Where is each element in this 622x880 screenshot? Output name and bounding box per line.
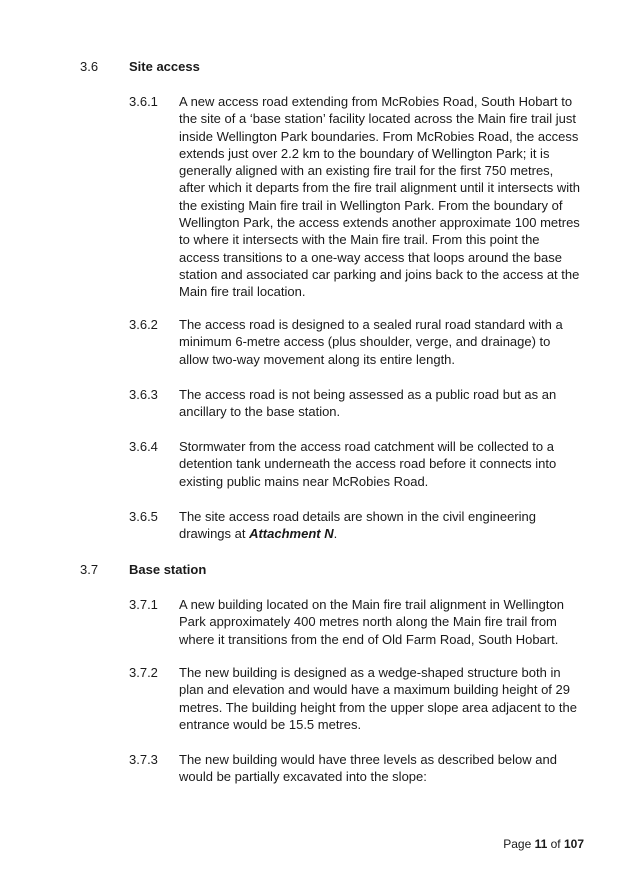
paragraph-number: 3.6.3 (129, 387, 158, 402)
paragraph-3-7-2 (129, 664, 581, 733)
paragraph-text: The new building would have three levels as described below and would be partially excavated into the slope: (179, 752, 557, 785)
section-number: 3.7 (80, 562, 99, 577)
paragraph-text: A new access road extending from McRobies Road, South Hobart to the site of a ‘base station’ facility located across the Main fire trail just inside Wellington Park boundaries. From McRobies Road, the access extends just over 2.2 km to the boundary of Wellington Park; it is generally aligned with an existing fire trail for the first 750 metres, after which it departs from the fire trail alignment until it intersects with the existing Main fire trail in Wellington Park. From the boundary of Wellington Park, the access extends another approximate 100 metres to where it intersects with the Main fire trail. From this point the access transitions to a one-way access that loops around the base station and associated car parking and joins back to the access at the Main fire trail location. (179, 94, 580, 300)
attachment-reference: Attachment N (249, 526, 334, 542)
paragraph-text-trail: . (333, 526, 338, 542)
paragraph-number: 3.6.2 (129, 317, 158, 332)
paragraph-number: 3.7.1 (129, 597, 158, 612)
paragraph-3-6-2 (129, 316, 581, 368)
paragraph-text (179, 508, 581, 543)
paragraph-number: 3.6.1 (129, 94, 158, 109)
page-label: Page (503, 837, 535, 851)
paragraph-text-lead: The site access road details are shown in the civil engineering drawings at (179, 509, 536, 542)
paragraph-number: 3.6.4 (129, 439, 158, 454)
paragraph-3-7-3 (129, 751, 581, 786)
paragraph-3-7-1 (129, 596, 581, 648)
section-number: 3.6 (80, 59, 99, 74)
section-title: Site access (129, 59, 200, 74)
paragraph-text: Stormwater from the access road catchment will be collected to a detention tank underneath the access road before it connects into existing public mains near McRobies Road. (179, 439, 557, 489)
page-footer (503, 836, 584, 852)
paragraph-text: The access road is designed to a sealed rural road standard with a minimum 6-metre access (plus shoulder, verge, and drainage) to allow two-way movement along its entire length. (179, 317, 563, 367)
paragraph-number: 3.7.3 (129, 752, 158, 767)
paragraph-text: The new building is designed as a wedge-shaped structure both in plan and elevation and would have a maximum building height of 29 metres. The building height from the upper slope area adjacent to the entrance would be 15.5 metres. (179, 665, 577, 732)
paragraph-3-6-1 (129, 93, 581, 301)
paragraph-number: 3.7.2 (129, 665, 158, 680)
page-separator: of (547, 837, 564, 851)
section-title: Base station (129, 562, 207, 577)
paragraph-3-6-4 (129, 438, 581, 490)
total-page-count: 107 (563, 837, 584, 851)
paragraph-text: The access road is not being assessed as a public road but as an ancillary to the base station. (179, 387, 557, 420)
paragraph-number: 3.6.5 (129, 509, 158, 524)
current-page-number: 11 (534, 837, 548, 851)
paragraph-text: A new building located on the Main fire trail alignment in Wellington Park approximately 400 metres north along the Main fire trail from where it transitions from the end of Old Farm Road, South Hobart. (179, 597, 564, 647)
paragraph-3-6-3 (129, 386, 581, 421)
paragraph-3-6-5 (129, 508, 581, 543)
